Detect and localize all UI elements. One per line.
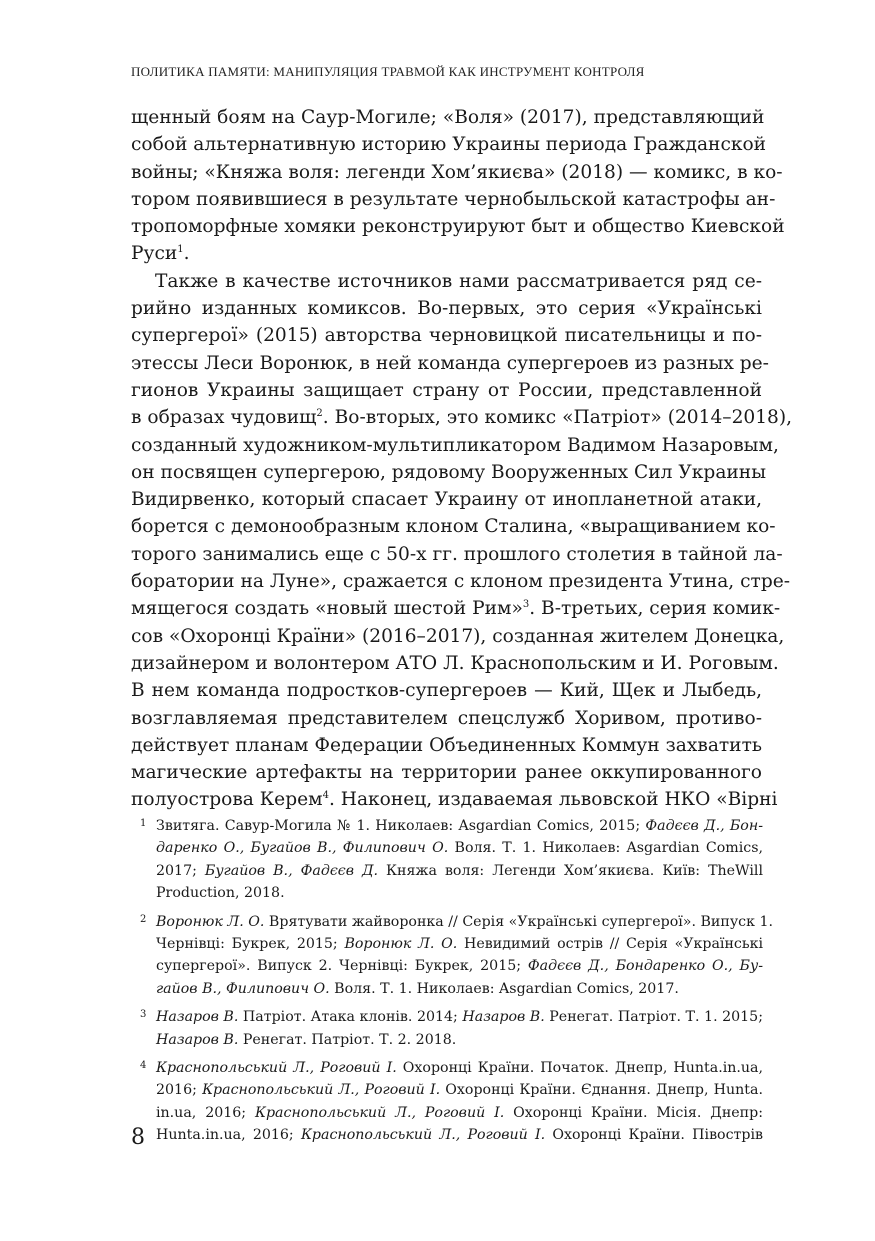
text-fragment: Охоронці Країни. Початок. Днепр, Hunta.in.ua, [396,1059,763,1076]
footnote-number: 3 [140,1009,147,1021]
text-line: торого занимались еще с 50-х гг. прошлого столетия в тайной ла- [131,543,783,565]
footnote-line [156,815,763,837]
text-line [131,404,793,431]
footnote-line [156,1029,763,1051]
author-name: Назаров В. [462,1009,545,1026]
text-fragment: полуострова Керем [131,789,323,811]
text-fragment: Врятувати жайворонка // Серія «Українські супергерої». Випуск 1. [264,913,774,930]
text-line: борется с демонообразным клоном Сталина, «выращиванием ко- [131,516,776,538]
footnote-ref-1[interactable]: 1 [177,244,184,256]
text-fragment: Охоронці Країни. Півострів [545,1127,764,1144]
text-fragment: Княжа воля: Легенди Хом’якиєва. Київ: TheWill [378,862,764,879]
text-fragment: в образах чудовищ [131,407,317,429]
text-fragment: Руси [131,243,178,265]
author-name: Краснопольський Л., Роговий І. [300,1127,546,1144]
footnote-ref-4[interactable]: 4 [322,790,329,802]
text-fragment: 2016; [156,1082,203,1099]
author-name: Краснопольський Л., Роговий І. [202,1082,441,1099]
text-line: Руси$^1$. [131,243,190,265]
footnote-line [156,1057,763,1079]
text-fragment: супергерої». Випуск 2. Чернівці: Букрек, 2015; [156,958,528,975]
text-line: собой альтернативную историю Украины периода Гражданской [131,134,767,156]
text-line: рийно изданных комиксов. Во-первых, это серия «Українські [131,298,762,320]
author-name: Фадєєв Д., Бондаренко О., Бу- [527,958,764,975]
text-line: войны; «Княжа воля: легенди Хом’якиєва» (2018) — комикс, в ко- [131,161,783,183]
footnote-2 [140,911,774,1001]
footnote-line [156,1102,763,1124]
text-fragment: Чернівці: Букрек, 2015; [156,935,345,952]
text-fragment: Охоронці Країни. Єднання. Днепр, Hunta. [440,1082,763,1099]
text-line: созданный художником-мультипликатором Вадимом Назаровым, [131,434,779,456]
text-fragment: . В-третьих, серия комик- [529,598,781,620]
footnote-line [156,955,763,977]
author-name: Краснопольський Л., Роговий І. [156,1059,397,1076]
text-line: сов «Охоронці Країни» (2016–2017), созданная жителем Донецка, [131,625,785,647]
author-name: Назаров В. [156,1031,239,1048]
text-fragment: мящегося создать «новый шестой Рим» [131,598,523,620]
text-line: он посвящен супергерою, рядовому Вооруженных Сил Украины [131,461,767,483]
text-fragment: Ренегат. Патріот. Т. 1. 2015; [544,1009,763,1026]
footnote-ref-3[interactable]: 3 [522,599,530,611]
footnotes [140,815,774,1152]
text-fragment: Охоронці Країни. Місія. Днепр: [504,1104,763,1121]
text-fragment: Воля. Т. 1. Николаев: Asgardian Comics, [448,840,764,857]
text-line: Также в качестве источников нами рассматривается ряд се- [155,270,762,292]
text-line: действует планам Федерации Объединенных Коммун захватить [131,734,762,756]
text-fragment: Воля. Т. 1. Николаев: Asgardian Comics, 2017. [329,980,679,997]
footnote-line [156,933,763,955]
author-name: даренко О., Бугайов В., Филипович О. [156,840,449,857]
footnote-4 [140,1057,763,1147]
footnote-number: 4 [140,1059,147,1071]
text-fragment: . Наконец, издаваемая львовской НКО «Вірні [328,789,778,811]
text-line: супергерої» (2015) авторства черновицкой писательницы и по- [131,325,762,347]
text-fragment: Патріот. Атака клонів. 2014; [238,1009,463,1026]
text-fragment: in.ua, 2016; [156,1104,255,1121]
footnote-ref-2[interactable]: 2 [316,408,323,420]
text-line: дизайнером и волонтером АТО Л. Краснопольским и И. Роговым. [131,652,779,674]
footnote-line [156,860,763,882]
author-name: Фадєєв Д., Бон- [645,818,763,834]
text-line: возглавляемая представителем спецслужб Хоривом, противо- [131,707,762,729]
footnote-number: 2 [140,913,147,925]
footnote-line [156,911,774,933]
text-line: тором появившиеся в результате чернобыльской катастрофы ан- [131,188,776,210]
author-name: Воронюк Л. О. [344,935,458,952]
page-number: 8 [131,1125,145,1150]
author-name: Назаров В. [156,1009,239,1026]
author-name: Воронюк Л. О. [156,913,265,930]
text-fragment: Ренегат. Патріот. Т. 2. 2018. [238,1031,457,1048]
text-line: щенный боям на Саур-Могиле; «Воля» (2017), представляющий [131,107,765,128]
footnote-line [156,1079,763,1101]
footnote-number: 1 [140,818,147,829]
text-fragment: . Во-вторых, это комикс «Патріот» (2014–2018), [322,407,793,429]
text-line [131,786,778,813]
footnote-line [156,1006,763,1028]
text-fragment: Звитяга. Савур-Могила № 1. Николаев: Asgardian Comics, 2015; [156,818,646,834]
author-name: гайов В., Филипович О. [156,980,330,997]
text-fragment: 2017; [156,862,205,879]
main-text [131,104,793,814]
footnote-3 [140,1006,763,1051]
footnote-line [156,978,763,1000]
footnote-line: Production, 2018. [156,885,285,902]
text-line [131,595,781,622]
text-line: этессы Леси Воронюк, в ней команда супергероев из разных ре- [131,352,769,374]
text-fragment: Невидимий острів // Серія «Українські [457,935,763,952]
text-line: магические артефакты на территории ранее оккупированного [131,762,762,784]
text-fragment: Hunta.in.ua, 2016; [156,1127,301,1144]
author-name: Краснопольський Л., Роговий І. [255,1104,505,1121]
footnote-line [156,1124,763,1146]
footnote-1 [140,815,763,905]
text-line: боратории на Луне», сражается с клоном президента Утина, стре- [131,571,791,593]
running-head-title: ПОЛИТИКА ПАМЯТИ: МАНИПУЛЯЦИЯ ТРАВМОЙ КАК ИНСТРУМЕНТ КОНТРОЛЯ [131,64,645,79]
text-line: В нем команда подростков-супергероев — Кий, Щек и Лыбедь, [131,680,762,702]
text-line: гионов Украины защищает страну от России, представленной [131,379,762,401]
text-line: тропоморфные хомяки реконструируют быт и общество Киевской [131,216,785,238]
author-name: Бугайов В., Фадєєв Д. [204,862,379,879]
footnote-line [156,837,763,859]
text-line: Видирвенко, который спасает Украину от инопланетной атаки, [131,489,762,511]
